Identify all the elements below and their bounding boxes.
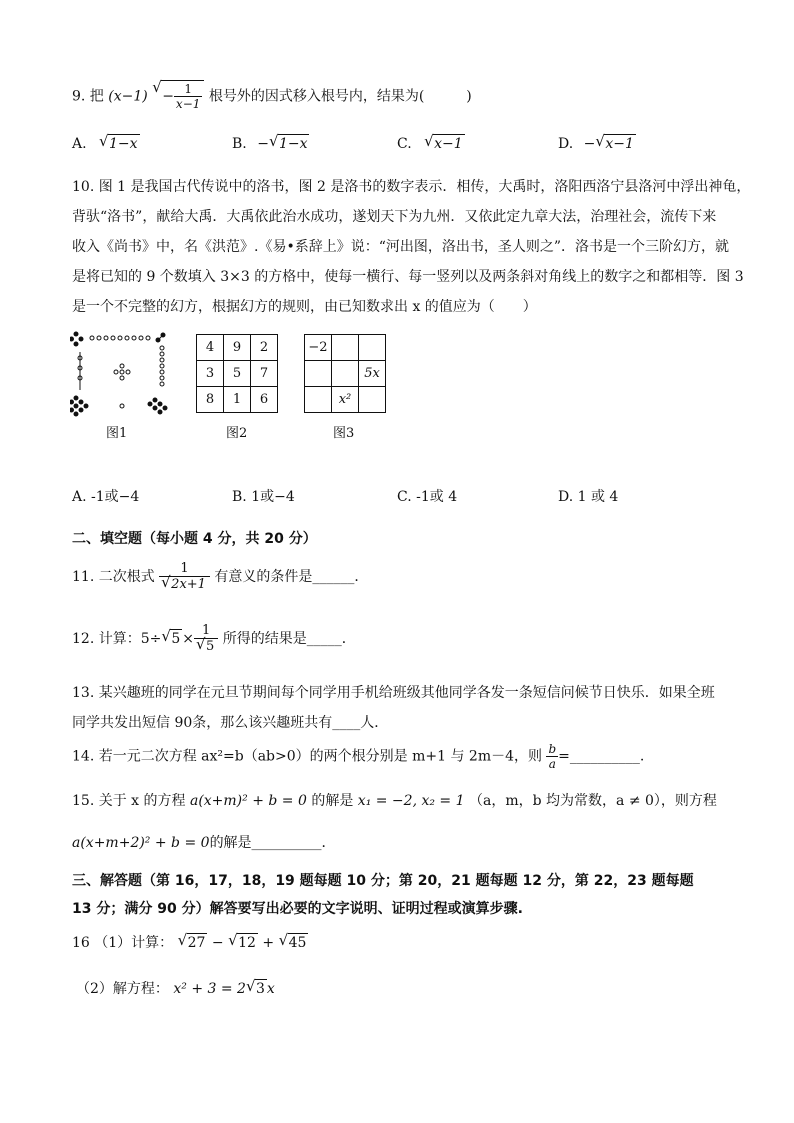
grid3-cell — [332, 361, 359, 387]
figure-3-incomplete-square — [304, 334, 386, 413]
grid2-cell: 8 — [197, 387, 224, 413]
q10-line-1: 10. 图 1 是我国古代传说中的洛书，图 2 是洛书的数字表示．相传，大禹时，洛阳西洛宁县洛河中浮出神龟， — [72, 179, 751, 195]
q15-suffix: （a，m，b 均为常数，a ≠ 0），则方程 — [468, 793, 717, 809]
grid2-cell: 2 — [251, 335, 278, 361]
q12-suffix: 所得的结果是_____． — [222, 631, 356, 647]
option-label: B. — [232, 136, 247, 152]
grid3-cell — [305, 387, 332, 413]
grid3-cell — [332, 335, 359, 361]
q11-prefix: 11. 二次根式 — [72, 569, 155, 585]
q10-line-5: 是一个不完整的幻方，根据幻方的规则，由已知数求出 x 的值应为（ ） — [72, 299, 537, 315]
figure-2-magic-square — [196, 334, 278, 413]
q12-prefix: 12. 计算：5÷ — [72, 631, 162, 647]
q9-radical: √ − $\frac{1}{x-1}$ — [152, 80, 204, 111]
section-3-line-1: 三、解答题（第 16，17，18，19 题每题 10 分；第 20，21 题每题 12 分，第 22，23 题每题 — [72, 873, 694, 889]
section-2-title: 二、填空题（每小题 4 分，共 20 分） — [72, 531, 317, 547]
q14-num: b — [548, 742, 557, 756]
q9-suffix: 根号外的因式移入根号内，结果为( ) — [208, 88, 472, 105]
q11-num: 1 — [180, 561, 189, 576]
grid3-cell: −2 — [305, 335, 332, 361]
q16-part-1: 16 （1）计算： √ 27 − √ 12 + √ 45 — [72, 931, 307, 951]
q12-times: × — [182, 631, 195, 647]
q16-rad3: 45 — [288, 935, 307, 951]
q10-option-d: D. 1 或 4 — [558, 489, 619, 505]
figure-1-luoshu-dots — [70, 330, 174, 418]
grid2-cell: 5 — [224, 361, 251, 387]
q9-option-a: A. √ 1−x — [72, 132, 138, 152]
q15-roots: x₁ = −2, x₂ = 1 — [357, 793, 465, 809]
q16-rad1: 27 — [187, 935, 206, 951]
q16-eq-left: x² + 3 = 2 — [173, 981, 246, 997]
q10-line-2: 背驮“洛书”，献给大禹．大禹依此治水成功，遂划天下为九州．又依此定九章大法，治理社会，流传下来 — [72, 209, 717, 225]
q16-rad2: 12 — [238, 935, 256, 951]
q9-opt-b-sign: − — [257, 136, 269, 152]
q15-equation: a(x+m)² + b = 0 — [189, 793, 307, 809]
q13-line-1: 13. 某兴趣班的同学在元旦节期间每个同学用手机给班级其他同学各发一条短信问候节日快乐．如果全班 — [72, 685, 715, 701]
q9-option-c: C. √ x−1 — [397, 132, 463, 152]
q15-prefix: 15. 关于 x 的方程 — [72, 793, 186, 809]
q14-suffix: =__________. — [558, 748, 645, 765]
question-12: 12. 计算：5÷ √ 5 × 1 √ 5 所得的结果是_____． — [72, 623, 356, 654]
q13-line-2: 同学共发出短信 90条，那么该兴趣班共有____人． — [72, 715, 389, 731]
q16-eq-rad: 3 — [255, 981, 265, 997]
figure-3-caption: 图3 — [333, 426, 355, 441]
grid3-cell: 5x — [359, 361, 386, 387]
q15-equation-2: a(x+m+2)² + b = 0 — [72, 835, 210, 851]
option-label: A. — [72, 136, 87, 152]
q9-opt-c-value: x−1 — [434, 136, 463, 152]
grid3-cell — [305, 361, 332, 387]
q9-opt-b-value: 1−x — [278, 136, 308, 152]
q15-line-2 — [72, 832, 336, 852]
grid3-cell — [359, 335, 386, 361]
q9-den: x−1 — [175, 97, 201, 111]
q15-mid: 的解是 — [311, 793, 354, 809]
q12-num: 1 — [202, 623, 211, 638]
q11-suffix: 有意义的条件是______． — [214, 569, 369, 585]
q9-option-d: D. − √ x−1 — [558, 132, 634, 152]
q9-opt-a-value: 1−x — [109, 136, 138, 152]
question-11: 11. 二次根式 1 √ 2x+1 有意义的条件是______． — [72, 561, 369, 592]
q10-option-a: A. -1或−4 — [72, 489, 140, 505]
q10-line-4: 是将已知的 9 个数填入 3×3 的方格中，使每一横行、每一竖列以及两条斜对角线上的数字之和都相等．图 3 — [72, 269, 744, 285]
q15-line2-suffix: 的解是__________． — [209, 835, 336, 851]
q14-prefix: 14. 若一元二次方程 ax²=b（ab>0）的两个根分别是 m+1 与 2m－4，则 — [72, 748, 543, 765]
option-label: D. — [558, 136, 574, 152]
grid2-cell: 6 — [251, 387, 278, 413]
q11-rad: 2x+1 — [171, 577, 206, 592]
figure-2-caption: 图2 — [226, 426, 248, 441]
figure-1-caption: 图1 — [106, 426, 128, 441]
grid2-cell: 9 — [224, 335, 251, 361]
grid2-cell: 1 — [224, 387, 251, 413]
q9-num: 1 — [184, 82, 192, 96]
grid3-cell — [359, 387, 386, 413]
q9-option-b: B. − √ 1−x — [232, 132, 308, 152]
section-3-line-2: 13 分；满分 90 分）解答要写出必要的文字说明、证明过程或演算步骤. — [72, 901, 523, 917]
q16-part2-prefix: （2）解方程： — [76, 981, 169, 997]
q10-option-b: B. 1或−4 — [232, 489, 295, 505]
q10-line-3: 收入《尚书》中，名《洪范》.《易•系辞上》说：“河出图，洛出书，圣人则之”．洛书是一个三阶幻方，就 — [72, 239, 730, 255]
q16-plus: + — [262, 935, 275, 951]
q16-part1-prefix: 16 （1）计算： — [72, 935, 174, 951]
q9-prefix: 9. 把 — [72, 88, 104, 105]
grid2-cell: 3 — [197, 361, 224, 387]
q15-line-1 — [72, 790, 717, 810]
question-14 — [72, 742, 644, 771]
q10-option-c: C. -1或 4 — [397, 489, 458, 505]
q9-coef: (x−1) — [108, 88, 148, 105]
q14-den: a — [546, 756, 558, 771]
grid2-cell: 4 — [197, 335, 224, 361]
q12-rad1: 5 — [171, 631, 181, 647]
q9-opt-d-value: x−1 — [605, 136, 634, 152]
grid2-cell: 7 — [251, 361, 278, 387]
grid3-cell: x² — [332, 387, 359, 413]
q12-rad2: 5 — [206, 639, 215, 654]
option-label: C. — [397, 136, 412, 152]
q16-minus: − — [211, 935, 224, 951]
q16-eq-right: x — [266, 981, 275, 997]
q16-part-2: （2）解方程： x² + 3 = 2 √ 3 x — [76, 977, 275, 997]
question-9 — [72, 80, 472, 111]
q9-opt-d-sign: − — [583, 136, 596, 152]
